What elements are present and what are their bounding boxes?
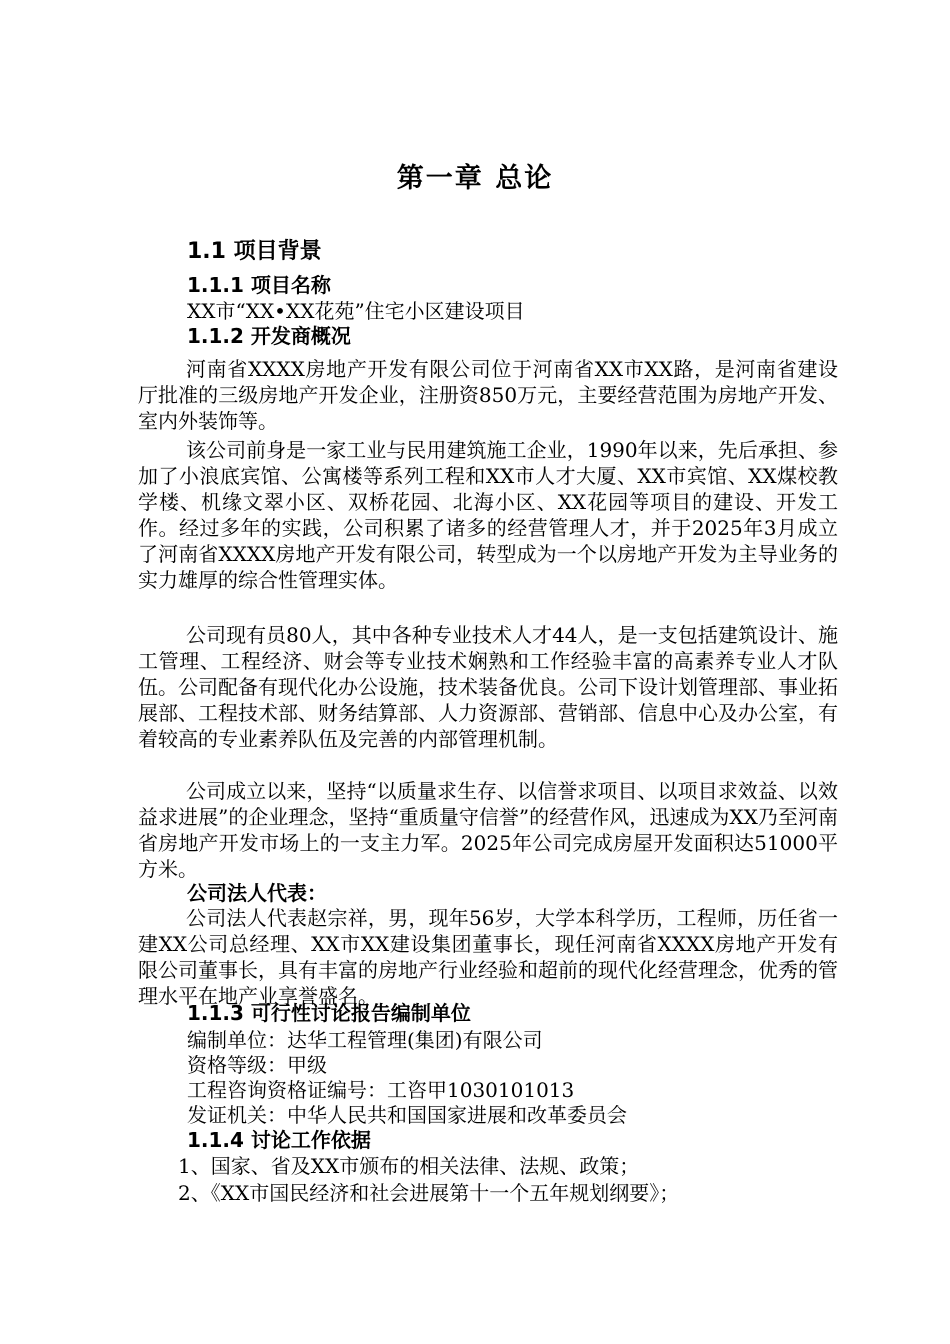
paragraph-company-staff: 公司现有员80人，其中各种专业技术人才44人，是一支包括建筑设计、施工管理、工程经济、财会等专业技术娴熟和工作经验丰富的高素养专业人才队伍。公司配备有现代化办公设施，技术装备优良。公司下设计划管理部、事业拓展部、工程技术部、财务结算部、人力资源部、营销部、信息中心及办公室，有着较高的专业素养队伍及完善的内部管理机制。	[138, 623, 838, 751]
basis-list-item: 1、国家、省及XX市颁布的相关法律、法规、政策；	[178, 1154, 640, 1178]
chapter-title: 第一章 总论	[396, 163, 554, 194]
issuing-authority-line: 发证机关：中华人民共和国国家进展和改革委员会	[187, 1103, 627, 1127]
section-heading-1-1: 1.1 项目背景	[187, 239, 322, 264]
certificate-number-line: 工程咨询资格证编号：工咨甲1030101013	[187, 1078, 575, 1102]
legal-representative-heading: 公司法人代表：	[187, 881, 327, 905]
subsection-heading-1-1-2: 1.1.2 开发商概况	[187, 324, 351, 348]
subsection-heading-1-1-4: 1.1.4 讨论工作依据	[187, 1128, 371, 1152]
compiler-unit-line: 编制单位：达华工程管理(集团)有限公司	[187, 1028, 543, 1052]
project-name-text: XX市“XX•XX花苑”住宅小区建设项目	[187, 299, 525, 323]
paragraph-company-intro: 河南省XXXX房地产开发有限公司位于河南省XX市XX路，是河南省建设厅批准的三级房地产开发企业，注册资850万元，主要经营范围为房地产开发、室内外装饰等。	[138, 357, 838, 433]
subsection-heading-1-1-1: 1.1.1 项目名称	[187, 273, 331, 297]
paragraph-legal-representative: 公司法人代表赵宗祥，男，现年56岁，大学本科学历，工程师，历任省一建XX公司总经理、XX市XX建设集团董事长，现任河南省XXXX房地产开发有限公司董事长，具有丰富的房地产行业经验和超前的现代化经营理念，优秀的管理水平在地产业享誉盛名。	[138, 906, 838, 1008]
paragraph-company-philosophy: 公司成立以来，坚持“以质量求生存、以信誉求项目、以项目求效益、以效益求进展”的企业理念，坚持“重质量守信誉”的经营作风，迅速成为XX乃至河南省房地产开发市场上的一支主力军。2025年公司完成房屋开发面积达51000平方米。	[138, 779, 838, 881]
paragraph-company-history: 该公司前身是一家工业与民用建筑施工企业，1990年以来，先后承担、参加了小浪底宾馆、公寓楼等系列工程和XX市人才大厦、XX市宾馆、XX煤校教学楼、机缘文翠小区、双桥花园、北海小区、XX花园等项目的建设、开发工作。经过多年的实践，公司积累了诸多的经营管理人才，并于2025年3月成立了河南省XXXX房地产开发有限公司，转型成为一个以房地产开发为主导业务的实力雄厚的综合性管理实体。	[138, 438, 838, 592]
subsection-heading-1-1-3: 1.1.3 可行性讨论报告编制单位	[187, 1001, 471, 1025]
basis-list-item: 2、《XX市国民经济和社会进展第十一个五年规划纲要》；	[178, 1181, 680, 1205]
qualification-grade-line: 资格等级：甲级	[187, 1053, 327, 1077]
